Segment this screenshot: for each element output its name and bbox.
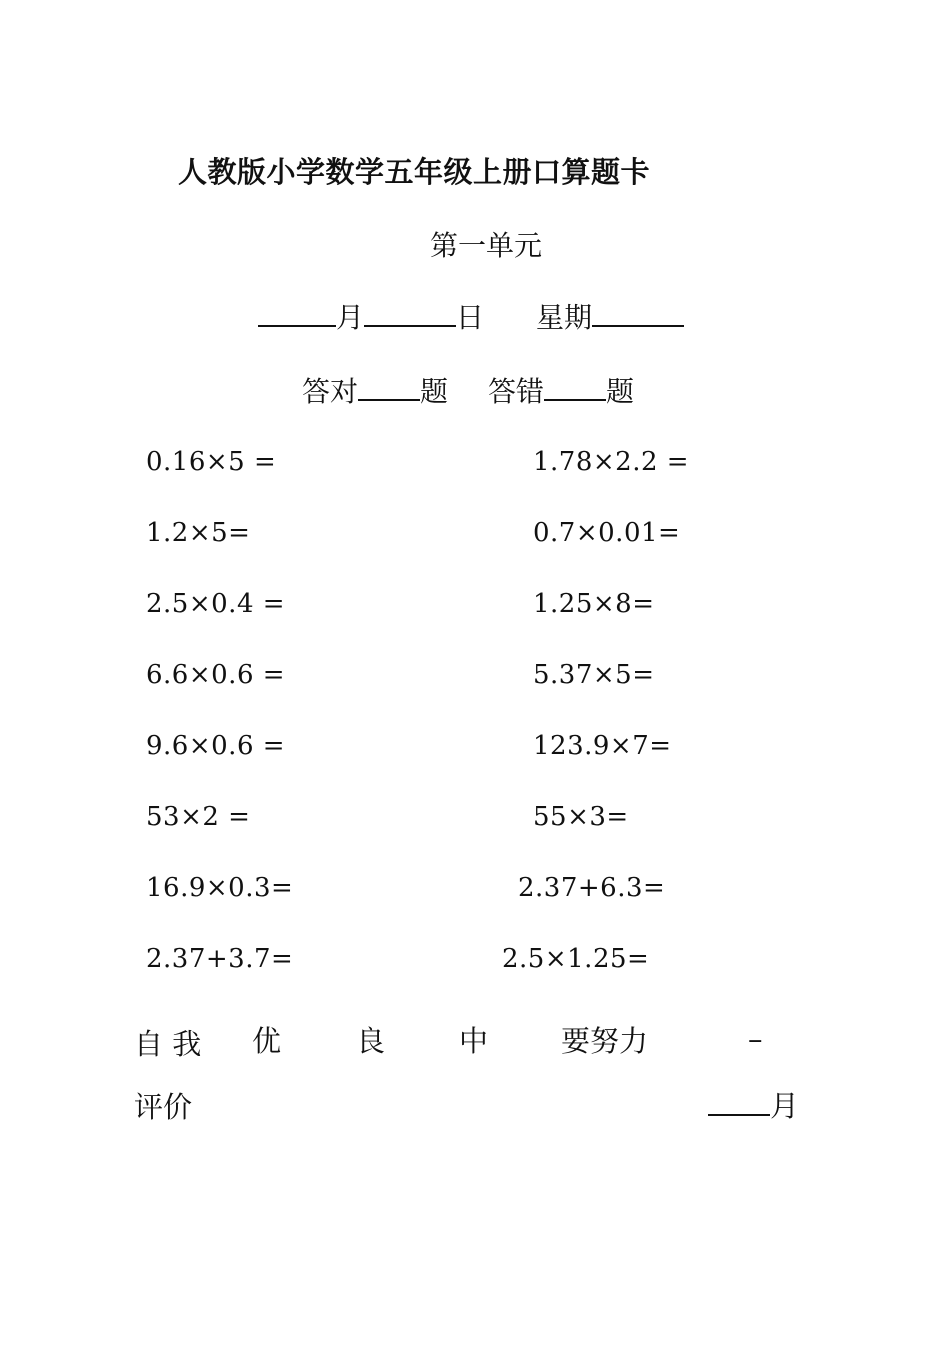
question-left-3: 2.5×0.4 = bbox=[146, 589, 286, 619]
correct-label: 答对 bbox=[302, 375, 359, 408]
unit-heading: 第一单元 bbox=[430, 229, 543, 262]
eval-month-label: 月 bbox=[770, 1089, 800, 1123]
question-left-4: 6.6×0.6 = bbox=[146, 660, 286, 690]
question-right-5: 123.9×7= bbox=[533, 731, 672, 761]
grade-good[interactable]: 良 bbox=[356, 1024, 386, 1058]
question-left-5: 9.6×0.6 = bbox=[146, 731, 286, 761]
page-title: 人教版小学数学五年级上册口算题卡 bbox=[178, 155, 651, 189]
grade-needs-effort[interactable]: 要努力 bbox=[561, 1024, 649, 1058]
question-right-1: 1.78×2.2 = bbox=[533, 447, 690, 477]
day-blank[interactable] bbox=[364, 299, 456, 327]
question-right-7: 2.37+6.3= bbox=[518, 873, 666, 903]
question-right-8: 2.5×1.25= bbox=[502, 944, 650, 974]
day-label: 日 bbox=[456, 301, 485, 334]
self-eval-label-2: 评价 bbox=[134, 1090, 193, 1124]
eval-month-blank[interactable] bbox=[708, 1088, 770, 1116]
correct-count-blank[interactable] bbox=[358, 373, 420, 401]
score-line bbox=[302, 370, 634, 410]
question-left-2: 1.2×5= bbox=[146, 518, 251, 548]
self-eval-label-1: 自 我 bbox=[134, 1027, 202, 1061]
grade-average[interactable]: 中 bbox=[459, 1024, 489, 1058]
question-left-7: 16.9×0.3= bbox=[146, 873, 294, 903]
question-right-3: 1.25×8= bbox=[533, 589, 655, 619]
grade-excellent[interactable]: 优 bbox=[252, 1024, 282, 1058]
eval-dash: – bbox=[748, 1022, 763, 1056]
question-left-8: 2.37+3.7= bbox=[146, 944, 294, 974]
wrong-label: 答错 bbox=[488, 375, 545, 408]
month-blank[interactable] bbox=[258, 299, 336, 327]
month-label: 月 bbox=[336, 301, 365, 334]
wrong-count-blank[interactable] bbox=[544, 373, 606, 401]
question-left-1: 0.16×5 = bbox=[146, 447, 277, 477]
weekday-blank[interactable] bbox=[592, 299, 684, 327]
question-right-2: 0.7×0.01= bbox=[533, 518, 681, 548]
wrong-suffix: 题 bbox=[606, 375, 635, 408]
eval-month-line bbox=[708, 1084, 799, 1125]
date-line bbox=[258, 296, 684, 336]
question-left-6: 53×2 = bbox=[146, 802, 251, 832]
question-right-6: 55×3= bbox=[533, 802, 629, 832]
weekday-label: 星期 bbox=[536, 301, 593, 334]
question-right-4: 5.37×5= bbox=[533, 660, 655, 690]
correct-suffix: 题 bbox=[420, 375, 449, 408]
